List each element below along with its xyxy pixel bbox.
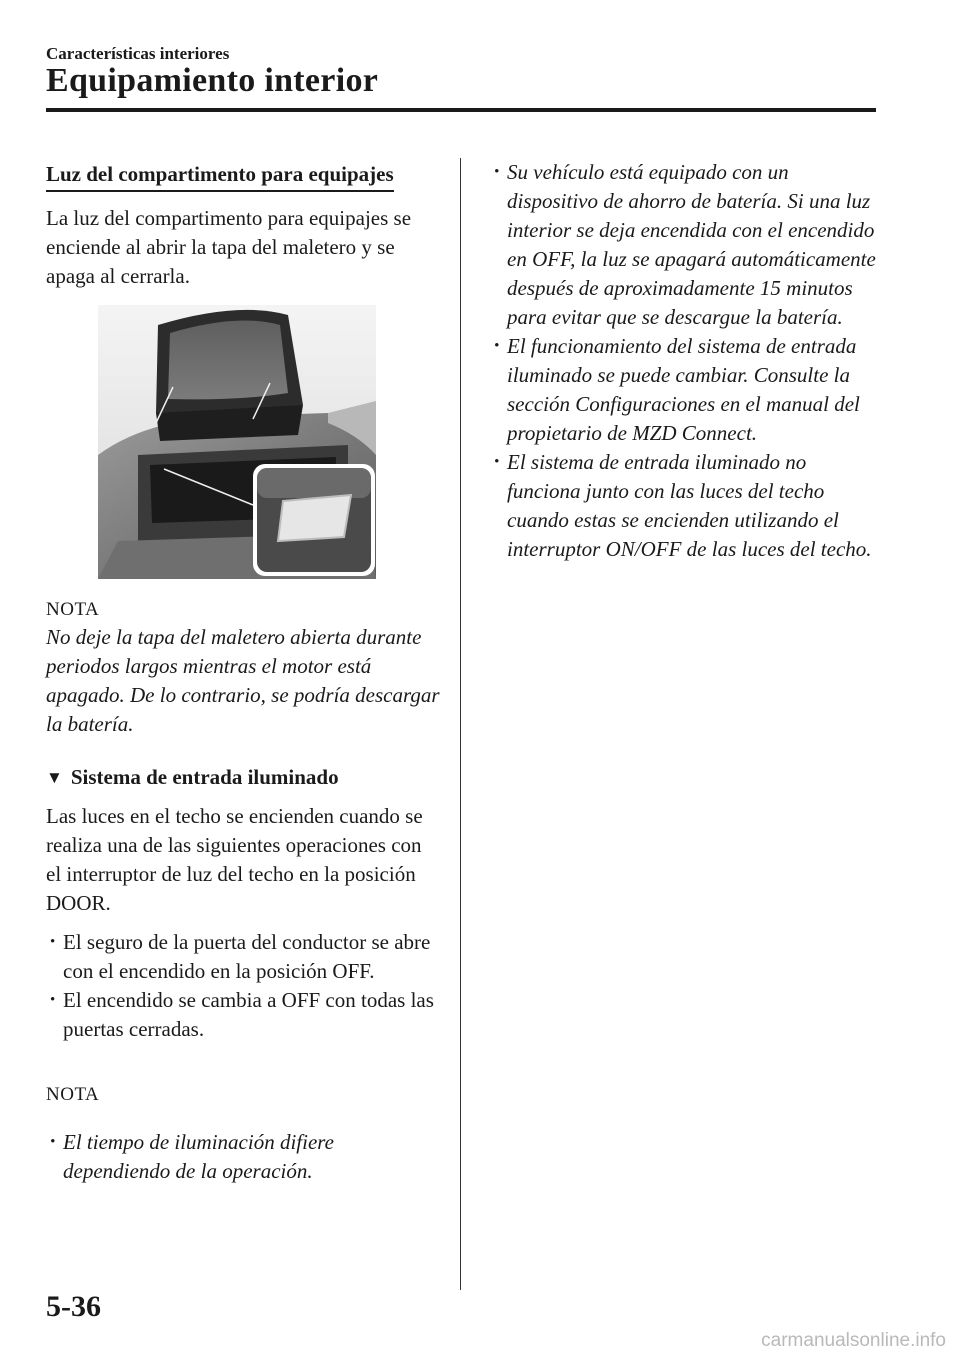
right-column — [490, 158, 880, 564]
trunk-photo-graphic — [98, 305, 376, 579]
nota-label-2: NOTA — [46, 1084, 100, 1105]
list-item — [46, 1128, 440, 1186]
illuminated-entry-heading — [46, 765, 440, 790]
watermark: carmanualsonline.info — [761, 1330, 946, 1351]
list-item-text: Su vehículo está equipado con un dispositivo de ahorro de batería. Si una luz interior se deja encendida con el encendido en OFF, la luz se apagará automáticamente después de aproximadamente 15 minutos para evitar que se descargue la batería. — [507, 160, 876, 329]
column-divider — [460, 158, 461, 1290]
list-item — [46, 928, 440, 986]
bullet-icon: • — [50, 992, 56, 1008]
bullet-icon: • — [494, 454, 500, 470]
bullet-icon: • — [50, 1134, 56, 1150]
page-title: Equipamiento interior — [46, 62, 379, 99]
title-rule — [46, 108, 876, 112]
triangle-marker-icon: ▼ — [46, 767, 63, 787]
illuminated-entry-text: Las luces en el techo se encienden cuando se realiza una de las siguientes operaciones con el interruptor de luz del techo en la posición DOOR. — [46, 804, 423, 915]
operation-list — [46, 928, 440, 1044]
illuminated-entry-heading-text: Sistema de entrada iluminado — [70, 765, 339, 789]
nota-list — [46, 1128, 440, 1186]
nota-label: NOTA — [46, 599, 100, 620]
list-item-text: El funcionamiento del sistema de entrada iluminado se puede cambiar. Consulte la sección Configuraciones en el manual del propietario de MZD Connect. — [507, 334, 860, 445]
nota-continued-list — [490, 158, 880, 564]
list-item-text: El sistema de entrada iluminado no funciona junto con las luces del techo cuando estas se encienden utilizando el interruptor ON/OFF de las luces del techo. — [507, 450, 872, 561]
section-label: Características interiores — [46, 44, 230, 63]
bullet-icon: • — [494, 164, 500, 180]
nota-text: No deje la tapa del maletero abierta durante periodos largos mientras el motor está apagado. De lo contrario, se podría descargar la batería. — [46, 625, 440, 736]
list-item — [46, 986, 440, 1044]
list-item-text: El tiempo de iluminación difiere dependiendo de la operación. — [63, 1130, 335, 1183]
trunk-light-illustration — [98, 305, 376, 579]
left-column — [46, 158, 440, 1186]
list-item-text: El encendido se cambia a OFF con todas las puertas cerradas. — [63, 988, 434, 1041]
luggage-light-heading: Luz del compartimento para equipajes — [46, 162, 394, 192]
list-item — [490, 448, 880, 564]
list-item — [490, 158, 880, 332]
list-item-text: El seguro de la puerta del conductor se abre con el encendido en la posición OFF. — [63, 930, 431, 983]
list-item — [490, 332, 880, 448]
bullet-icon: • — [494, 338, 500, 354]
luggage-light-intro: La luz del compartimento para equipajes se enciende al abrir la tapa del maletero y se apaga al cerrarla. — [46, 206, 412, 288]
page-number: 5-36 — [46, 1290, 101, 1323]
bullet-icon: • — [50, 934, 56, 950]
